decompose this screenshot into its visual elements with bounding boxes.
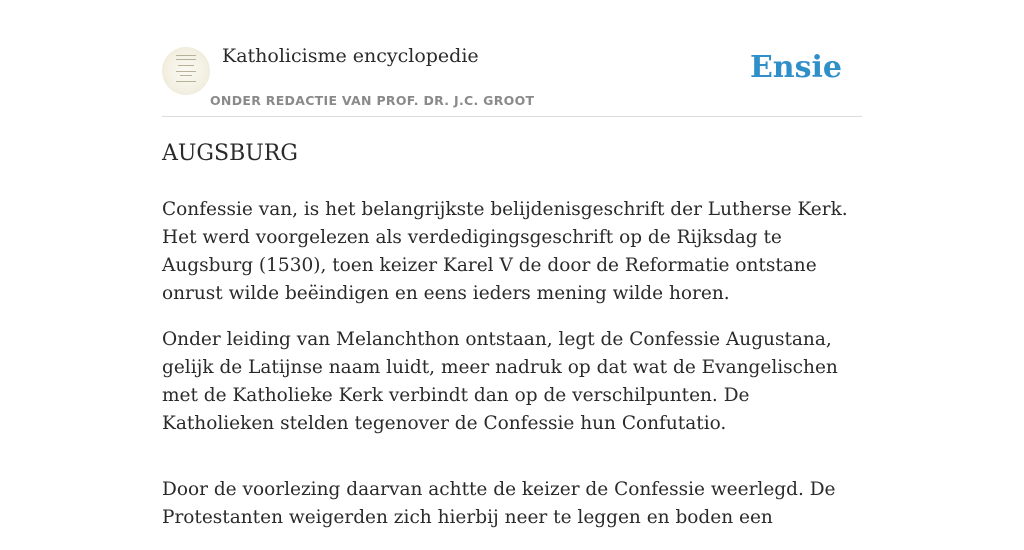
article-paragraph: Door de voorlezing daarvan achtte de keizer de Confessie weerlegd. De Protestanten weigerden zich hierbij neer te leggen en boden een xyxy=(162,479,836,528)
ensie-logo-link[interactable]: Ensie xyxy=(749,50,842,85)
article-paragraph: Onder leiding van Melanchthon ontstaan, legt de Confessie Augustana, gelijk de Latijnse naam luidt, meer nadruk op dat wat de Evangelischen met de Katholieke Kerk verbindt dan op de verschilpunten. De Katholieken stelden tegenover de Confessie hun Confutatio. xyxy=(162,329,838,434)
book-editor: ONDER REDACTIE VAN PROF. DR. J.C. GROOT xyxy=(210,93,535,108)
book-title[interactable]: Katholicisme encyclopedie xyxy=(222,45,479,67)
article-title: AUGSBURG xyxy=(162,141,298,166)
book-cover-thumbnail[interactable] xyxy=(162,47,210,95)
article-paragraph: Confessie van, is het belangrijkste belijdenisgeschrift der Lutherse Kerk. Het werd voorgelezen als verdedigingsgeschrift op de Rijksdag te Augsburg (1530), toen keizer Karel V de door de Reformatie ontstane onrust wilde beëindigen en eens ieders mening wilde horen. xyxy=(162,199,848,304)
page-header xyxy=(162,0,862,117)
article xyxy=(162,138,862,550)
